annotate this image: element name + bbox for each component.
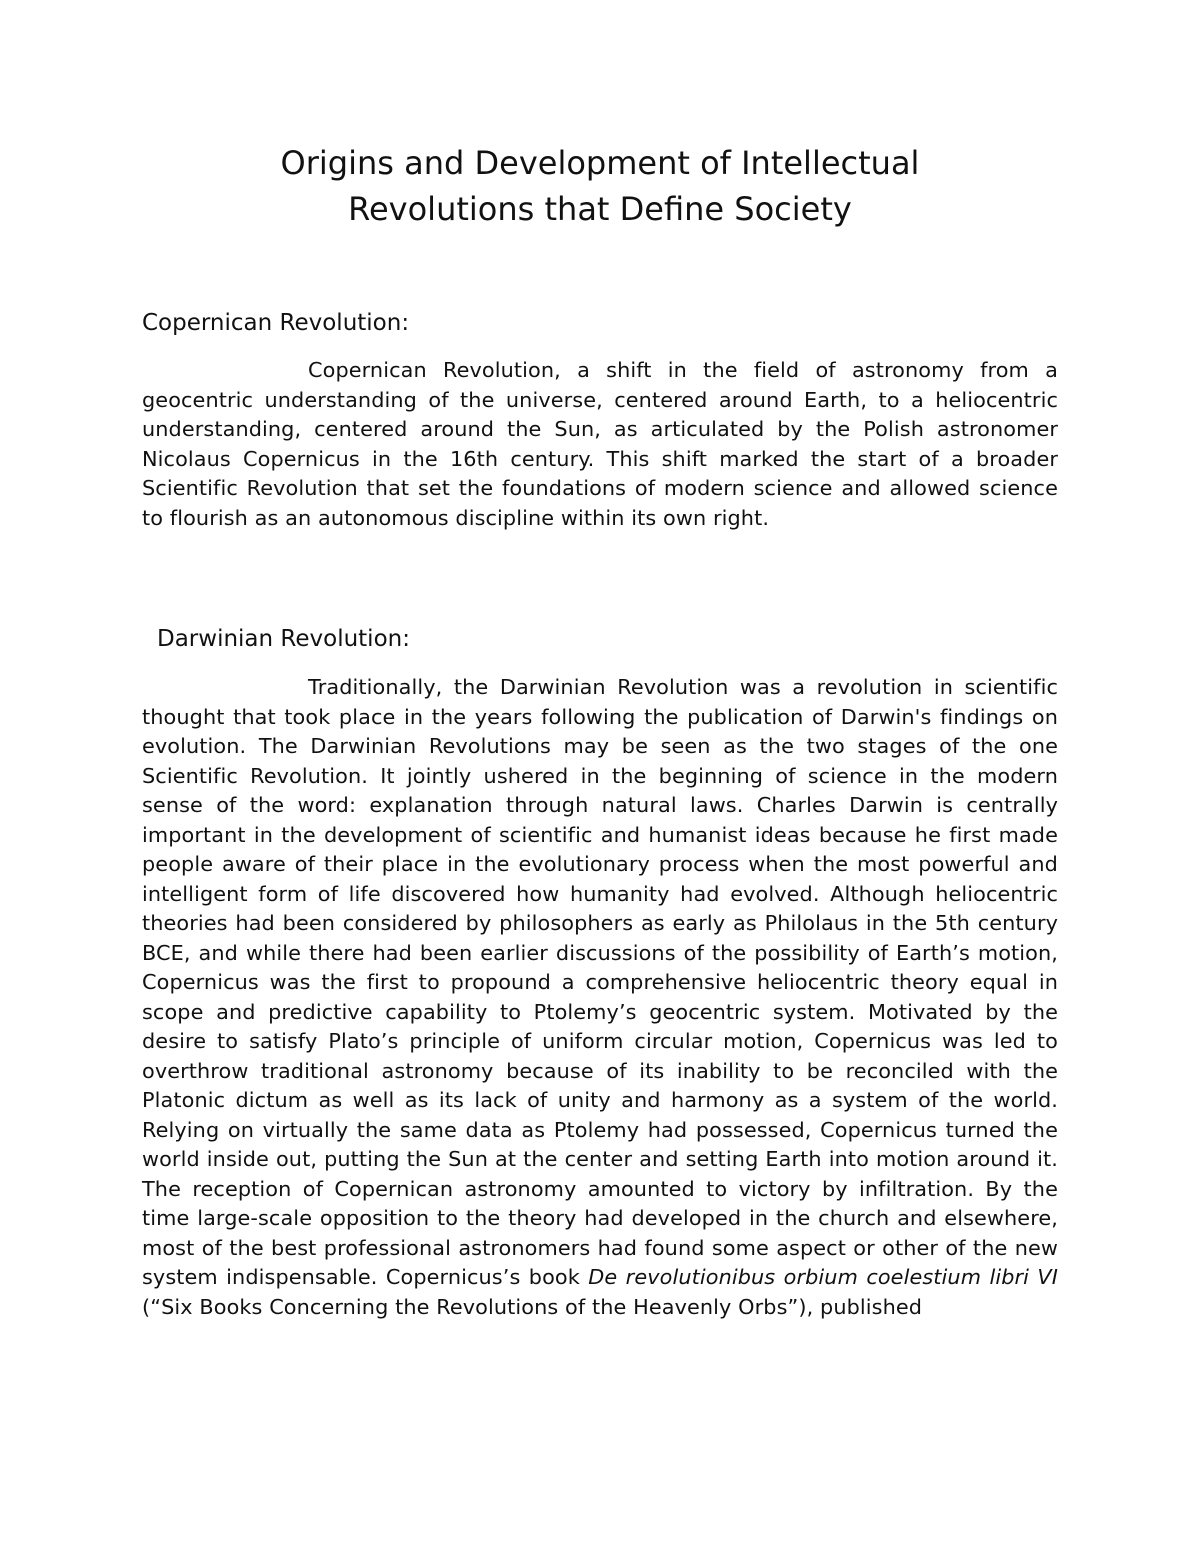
paragraph-darwinian-tail: (“Six Books Concerning the Revolutions of the Heavenly Orbs”), published [142, 1294, 923, 1319]
section-heading-copernican: Copernican Revolution: [142, 310, 410, 336]
paragraph-darwinian-text: Traditionally, the Darwinian Revolution was a revolution in scientific thought that took place in the years following the publication of Darwin's findings on evolution. The Darwinian Revolutions may be seen as the two stages of the one Scientific Revolution. It jointly ushered in the beginning of science in the modern sense of the word: explanation through natural laws. Charles Darwin is centrally important in the development of scientific and humanist ideas because he first made people aware of their place in the evolutionary process when the most powerful and intelligent form of life discovered how humanity had evolved. Although heliocentric theories had been considered by philosophers as early as Philolaus in the 5th century BCE, and while there had been earlier discussions of the possibility of Earth’s motion, Copernicus was the first to propound a comprehensive heliocentric theory equal in scope and predictive capability to Ptolemy’s geocentric system. Motivated by the desire to satisfy Plato’s principle of uniform circular motion, Copernicus was led to overthrow traditional astronomy because of its inability to be reconciled with the Platonic dictum as well as its lack of unity and harmony as a system of the world. Relying on virtually the same data as Ptolemy had possessed, Copernicus turned the world inside out, putting the Sun at the center and setting Earth into motion around it. The reception of Copernican astronomy amounted to victory by infiltration. By the time large-scale opposition to the theory had developed in the church and elsewhere, most of the best professional astronomers had found some aspect or other of the new system indispensable. Copernicus’s book [142, 675, 1058, 1289]
paragraph-darwinian [142, 673, 1058, 1322]
document-title [200, 140, 1000, 232]
title-line-1: Origins and Development of Intellectual [280, 144, 920, 182]
paragraph-copernican-text: Copernican Revolution, a shift in the field of astronomy from a geocentric understanding of the universe, centered around Earth, to a heliocentric understanding, centered around the Sun, as articulated by the Polish astronomer Nicolaus Copernicus in the 16th century. This shift marked the start of a broader Scientific Revolution that set the foundations of modern science and allowed science to flourish as an autonomous discipline within its own right. [142, 358, 1058, 530]
title-line-2: Revolutions that Define Society [348, 190, 852, 228]
paragraph-copernican [142, 356, 1058, 533]
section-heading-darwinian: Darwinian Revolution: [157, 626, 410, 652]
book-title: De revolutionibus orbium coelestium libri VI [588, 1265, 1058, 1289]
